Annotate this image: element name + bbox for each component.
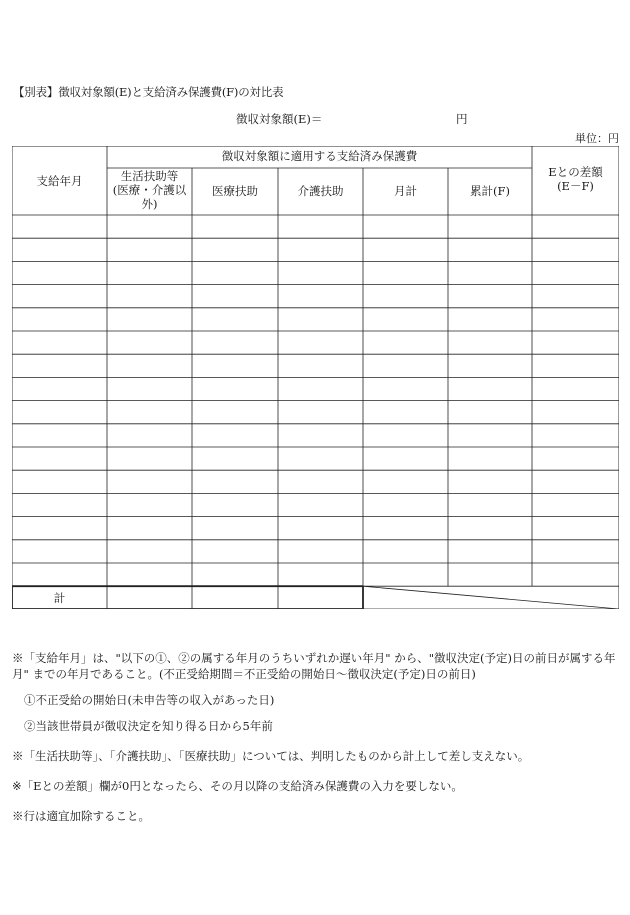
note-item: ②当該世帯員が徴収決定を知り得る日から5年前 [24,719,273,733]
header-care-assistance: 介護扶助 [297,184,344,198]
diagonal-strike-line [363,586,619,609]
collection-amount-unit: 円 [456,112,468,126]
header-cumulative: 累計(F) [470,184,510,198]
note-item: ①不正受給の開始日(未申告等の収入があった日) [24,693,275,707]
header-medical-assistance: 医療扶助 [212,184,258,198]
unit-note: 単位：円 [575,132,619,145]
notes-section [12,650,622,824]
header-month: 支給年月 [36,174,83,188]
group-header: 徴収対象額に適用する支給済み保護費 [221,149,418,163]
note-item: ※「支給年月」は、"以下の①、②の属する年月のうちいずれか遅い年月" から、"徴収決定(予定)日の前日が属する年月" までの年月であること。(不正受給期間＝不正受給の開始日～徴収決定(予定)日の前日) [12,651,616,681]
note-item: ※「Eとの差額」欄が0円となったら、その月以降の支給済み保護費の入力を要しない。 [12,779,463,793]
comparison-table [12,146,619,609]
header-living-assistance: 生活扶助等 (医療・介護以外) [112,169,187,211]
total-row-label: 計 [53,591,66,605]
table-grid-lines [12,146,619,609]
collection-amount-label: 徴収対象額(E)＝ [236,112,323,126]
document-title: 【別表】徴収対象額(E)と支給済み保護費(F)の対比表 [13,85,284,99]
header-monthly-total: 月計 [394,184,417,198]
header-difference: Eとの差額 (E－F) [548,165,603,193]
collection-amount-line [236,111,476,127]
note-item: ※「生活扶助等」、「介護扶助」、「医療扶助」については、判明したものから計上して差し支えない。 [12,749,530,763]
note-item: ※行は適宜加除すること。 [12,809,150,823]
